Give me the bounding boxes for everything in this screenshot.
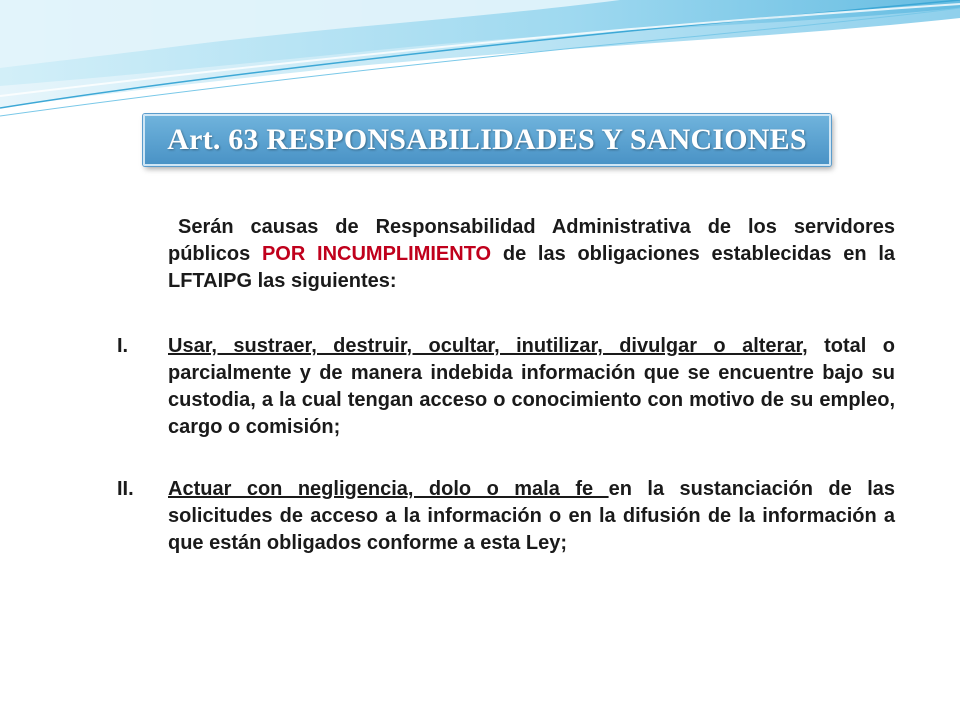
item-numeral: II. bbox=[117, 478, 134, 500]
list-item bbox=[168, 476, 895, 557]
intro-text-end: de las obligaciones establecidas en la LFTAIPG las siguientes: bbox=[168, 243, 895, 292]
item-rest-text: , total o parcialmente y de manera indebida información que se encuentre bajo su custodia, a la cual tengan acceso o conocimiento con motivo de su empleo, cargo o comisión; bbox=[168, 335, 895, 438]
decorative-wave-header bbox=[0, 0, 960, 130]
intro-text-start: Serán causas de Responsabilidad Administrativa de los servidores públicos bbox=[168, 216, 895, 265]
item-underlined-text: Usar, sustraer, destruir, ocultar, inutilizar, divulgar o alterar bbox=[168, 335, 803, 357]
item-numeral: I. bbox=[117, 335, 129, 357]
slide-title-box bbox=[143, 114, 831, 166]
item-rest-text: en la sustanciación de las solicitudes de acceso a la información o en la difusión de la información a que están obligados conforme a esta Ley; bbox=[168, 478, 895, 554]
item-underlined-text: Actuar con negligencia, dolo o mala fe bbox=[168, 478, 609, 500]
slide-title: Art. 63 RESPONSABILIDADES Y SANCIONES bbox=[167, 123, 807, 156]
intro-paragraph bbox=[168, 214, 895, 295]
intro-highlight: POR INCUMPLIMIENTO bbox=[261, 243, 492, 265]
list-item bbox=[168, 333, 895, 441]
